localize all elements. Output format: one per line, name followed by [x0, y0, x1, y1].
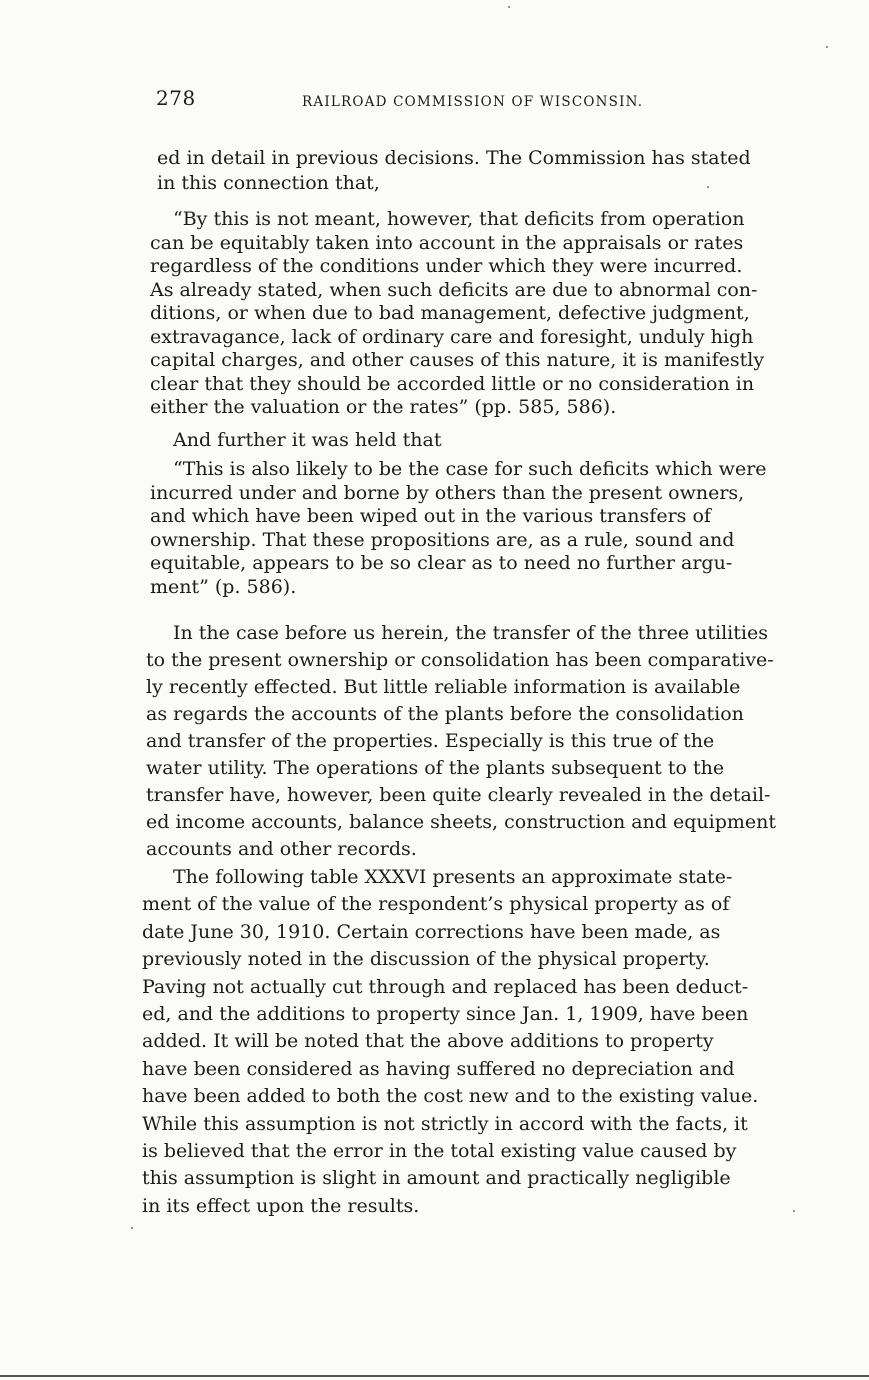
- text-line: ment” (p. 586).: [150, 576, 297, 598]
- text-line: this assumption is slight in amount and practically negligible: [142, 1167, 731, 1190]
- page-number: 278: [156, 86, 196, 110]
- scan-speck: [508, 6, 510, 8]
- text-line: capital charges, and other causes of this nature, it is manifestly: [150, 349, 765, 371]
- text-line: can be equitably taken into account in the appraisals or rates: [150, 231, 744, 254]
- text-line: and which have been wiped out in the various transfers of: [150, 505, 711, 528]
- scan-speck: [793, 1210, 795, 1212]
- text-line: in this connection that,: [157, 171, 380, 194]
- text-line: As already stated, when such deficits are due to abnormal con-: [150, 278, 758, 301]
- text-line: ed, and the additions to property since Jan. 1, 1909, have been: [142, 1003, 749, 1025]
- page-header: [156, 86, 816, 116]
- scan-speck: [707, 186, 709, 188]
- text-line: ed in detail in previous decisions. The Commission has stated: [157, 147, 751, 169]
- text-line: ownership. That these propositions are, as a rule, sound and: [150, 528, 735, 551]
- text-line: ditions, or when due to bad management, defective judgment,: [150, 302, 750, 324]
- text-line: While this assumption is not strictly in accord with the facts, it: [142, 1112, 748, 1135]
- text-line: ment of the value of the respondent’s physical property as of: [142, 893, 730, 916]
- text-line: water utility. The operations of the plants subsequent to the: [146, 757, 725, 779]
- text-line: is believed that the error in the total existing value caused by: [142, 1140, 737, 1162]
- page-bottom-edge: [0, 1375, 869, 1377]
- text-line: ed income accounts, balance sheets, construction and equipment: [146, 811, 776, 833]
- text-line: clear that they should be accorded little or no consideration in: [150, 372, 755, 395]
- text-line: to the present ownership or consolidation has been comparative-: [146, 649, 774, 671]
- text-line: in its effect upon the results.: [142, 1194, 420, 1217]
- text-line: and transfer of the properties. Especially is this true of the: [146, 730, 715, 752]
- text-line: either the valuation or the rates” (pp. 585, 586).: [150, 396, 617, 418]
- text-line: transfer have, however, been quite clearly revealed in the detail-: [146, 784, 771, 806]
- text-line: ly recently effected. But little reliable information is available: [146, 676, 741, 698]
- text-line: previously noted in the discussion of the physical property.: [142, 948, 710, 971]
- text-line: regardless of the conditions under which they were incurred.: [150, 255, 743, 277]
- running-head: RAILROAD COMMISSION OF WISCONSIN.: [302, 94, 644, 110]
- text-line: And further it was held that: [173, 429, 442, 451]
- text-line: as regards the accounts of the plants before the consolidation: [146, 703, 744, 725]
- text-line: date June 30, 1910. Certain corrections have been made, as: [142, 920, 721, 943]
- text-line: equitable, appears to be so clear as to need no further argu-: [150, 552, 733, 575]
- text-line: incurred under and borne by others than the present owners,: [150, 481, 745, 504]
- scan-speck: [131, 1227, 133, 1229]
- text-line: have been added to both the cost new and to the existing value.: [142, 1085, 759, 1108]
- text-line: The following table XXXVI presents an approximate state-: [173, 866, 733, 888]
- text-line: extravagance, lack of ordinary care and foresight, unduly high: [150, 325, 754, 348]
- text-line: accounts and other records.: [146, 838, 417, 860]
- scan-speck: [826, 46, 828, 48]
- text-line: “This is also likely to be the case for such deficits which were: [173, 458, 767, 480]
- text-line: In the case before us herein, the transfer of the three utilities: [173, 622, 768, 644]
- text-line: “By this is not meant, however, that deficits from operation: [173, 208, 745, 230]
- text-line: added. It will be noted that the above additions to property: [142, 1030, 714, 1053]
- text-line: Paving not actually cut through and replaced has been deduct-: [142, 975, 749, 998]
- text-line: have been considered as having suffered no depreciation and: [142, 1057, 735, 1080]
